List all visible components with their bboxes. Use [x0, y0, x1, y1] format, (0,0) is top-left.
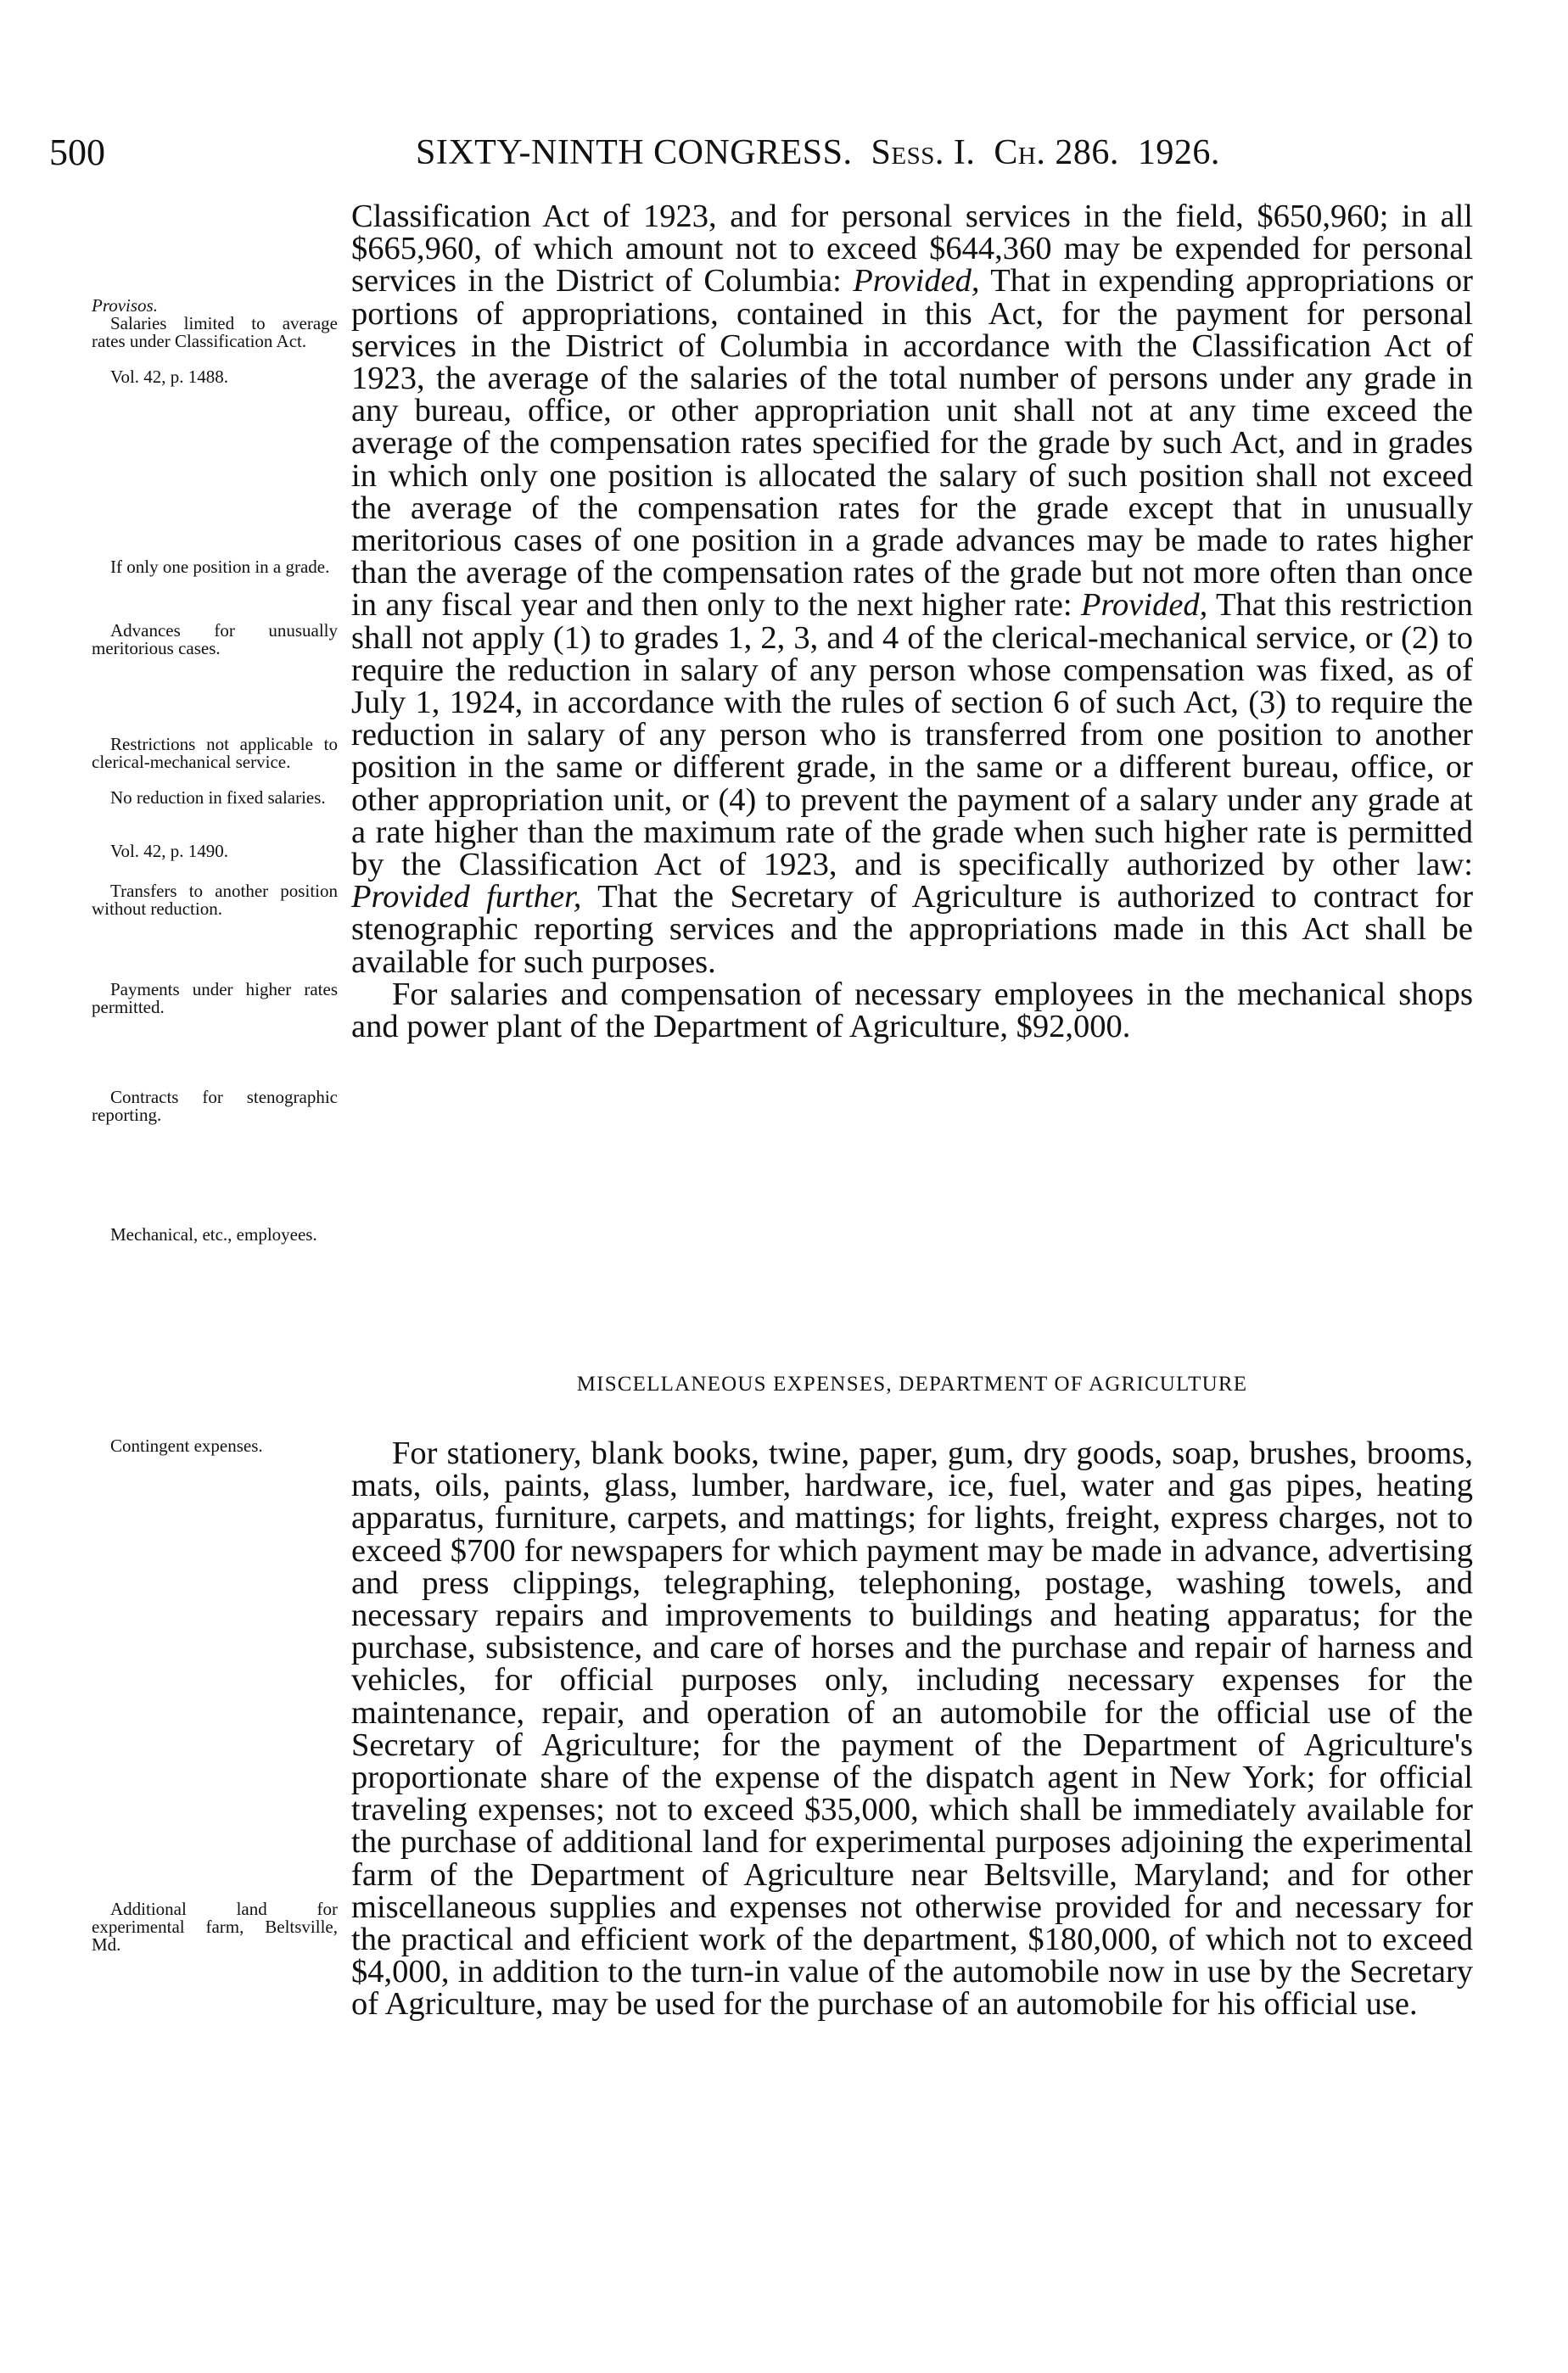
text-run: That in expending appropriations or portions of appropriations, contained in this Act, for the payment for personal services in the District of Columbia in accordance with the Classification Act of 1923, the average of the salaries of the total number of persons under any grade in any bureau, office, or other appropriation unit shall not at any time exceed the average of the compensation rates specified for the grade by such Act, and in grades in which only one position is allocated the salary of such position shall not exceed the average of the compensation rates for the grade except that in unusually meritorious cases of one position in a grade advances may be made to rates higher than the average of the compensation rates of the grade but not more often than once in any fiscal year and then only to the next higher rate:	[351, 263, 1473, 624]
margin-note-payments-higher-rates: Payments under higher rates permitted.	[92, 979, 338, 1017]
margin-note-contingent-expenses: Contingent expenses.	[110, 1436, 263, 1456]
text-run: That this restriction shall not apply (1) to grades 1, 2, 3, and 4 of the clerical-mechanical service, or (2) to require the reduction in salary of any person whose compensation was fixed, as of July 1, 1924, in accordance with the rules of section 6 of such Act, (3) to require the reduction in salary of any person who is transferred from one position to another position in the same or different grade, in the same or a different bureau, office, or other appropriation unit, or (4) to prevent the payment of a salary under any grade at a rate higher than the maximum rate of the grade when such higher rate is permitted by the Classification Act of 1923, and is specifically authorized by other law:	[351, 587, 1473, 883]
provided-term: Provided,	[853, 263, 980, 299]
session-label: Sess. I.	[871, 133, 976, 172]
chapter-label: Ch. 286.	[994, 133, 1119, 172]
margin-note-mechanical-employees: Mechanical, etc., employees.	[110, 1224, 317, 1245]
appropriation-text-section-1	[351, 200, 1473, 1043]
margin-note-vol42-p1490: Vol. 42, p. 1490.	[110, 841, 229, 861]
appropriation-text-section-2	[351, 1437, 1473, 2021]
provided-further-term: Provided further,	[351, 879, 582, 915]
margin-note-vol42-p1488: Vol. 42, p. 1488.	[110, 367, 229, 387]
margin-note-additional-land: Additional land for experimental farm, Beltsville, Md.	[92, 1899, 338, 1955]
congress-name: SIXTY-NINTH CONGRESS.	[416, 133, 853, 172]
margin-note-provisos: Provisos.	[92, 295, 158, 316]
mechanical-employees-paragraph: For salaries and compensation of necessary employees in the mechanical shops and power plant of the Department of Agriculture, $92,000.	[351, 976, 1473, 1045]
contingent-expenses-paragraph: For stationery, blank books, twine, paper, gum, dry goods, soap, brushes, brooms, mats, oils, paints, glass, lumber, hardware, ice, fuel, water and gas pipes, heating apparatus, furniture, carpets, and mattings; for lights, freight, express charges, not to exceed $700 for newspapers for which payment may be made in advance, advertising and press clippings, telegraphing, telephoning, postage, washing towels, and necessary repairs and improvements to buildings and heating apparatus; for the purchase, subsistence, and care of horses and the purchase and repair of harness and vehicles, for official purposes only, including necessary expenses for the maintenance, repair, and operation of an automobile for the official use of the Secretary of Agriculture; for the payment of the Department of Agriculture's proportionate share of the expense of the dispatch agent in New York; for official traveling expenses; not to exceed $35,000, which shall be immediately available for the purchase of additional land for experimental purposes adjoining the experimental farm of the Department of Agriculture near Beltsville, Maryland; and for other miscellaneous supplies and expenses not otherwise provided for and necessary for the practical and efficient work of the department, $180,000, of which not to exceed $4,000, in addition to the turn-in value of the automobile now in use by the Secretary of Agriculture, may be used for the purchase of an automobile for his official use.	[351, 1436, 1473, 2023]
margin-note-advances: Advances for unusually meritorious cases.	[92, 620, 338, 658]
margin-note-transfers: Transfers to another position without reduction.	[92, 881, 338, 919]
margin-note-restrictions: Restrictions not applicable to clerical-mechanical service.	[92, 734, 338, 772]
running-head-title	[416, 127, 1220, 178]
provisos-paragraph	[351, 200, 1473, 978]
text-run: Classification Act of 1923, and for personal services in the field, $650,960; in all $665,960, of which amount not to exceed $644,360 may be expended for personal services in the District of Columbia:	[351, 199, 1473, 299]
margin-note-one-position: If only one position in a grade.	[110, 557, 330, 577]
margin-note-no-reduction: No reduction in fixed salaries.	[110, 787, 326, 808]
margin-note-salaries-limited: Salaries limited to average rates under Classification Act.	[92, 313, 338, 351]
margin-note-contracts-stenographic: Contracts for stenographic reporting.	[92, 1087, 338, 1125]
running-head	[49, 127, 1441, 178]
page-number: 500	[49, 132, 105, 173]
year-label: 1926.	[1137, 133, 1220, 172]
provided-term: Provided,	[1080, 587, 1208, 624]
text-run: That the Secretary of Agriculture is authorized to contract for stenographic reporting services and the appropriations made in this Act shall be available for such purposes.	[351, 879, 1474, 980]
section-heading: MISCELLANEOUS EXPENSES, DEPARTMENT OF AGRICULTURE	[576, 1373, 1248, 1396]
